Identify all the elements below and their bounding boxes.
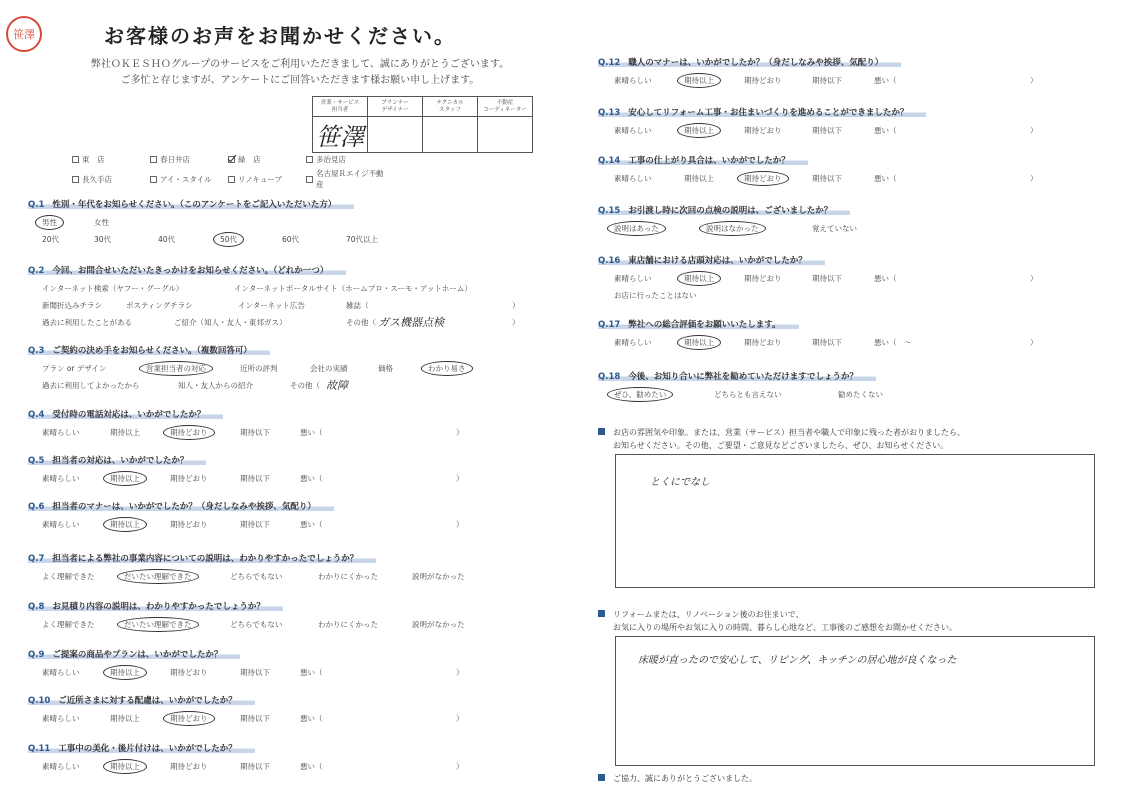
answer-option-selected[interactable]: 期待どおり xyxy=(737,171,789,186)
answer-option[interactable]: どちらでもない xyxy=(230,620,283,629)
answer-row xyxy=(598,125,1098,140)
question-text: ご提案の商品やプランは、いかがでしたか？ xyxy=(52,650,223,660)
store-option[interactable] xyxy=(228,154,306,165)
answer-option[interactable]: 覚えていない xyxy=(812,224,857,233)
question-block xyxy=(28,736,548,776)
store-label: 多治見店 xyxy=(316,155,346,164)
question-heading xyxy=(28,694,255,706)
comment-1-answer: とくにでなし xyxy=(650,477,710,488)
question-block xyxy=(28,192,548,249)
answer-option[interactable]: 期待どおり xyxy=(744,274,782,283)
store-option[interactable] xyxy=(72,168,150,190)
answer-option[interactable]: 期待どおり xyxy=(170,520,208,529)
handwritten-answer: ガス機器点検 xyxy=(378,316,444,329)
thanks-line xyxy=(598,772,757,785)
checkbox-icon[interactable] xyxy=(150,176,157,183)
answer-option-selected[interactable]: 男性 xyxy=(35,215,64,230)
store-label: アイ・スタイル xyxy=(160,174,212,184)
question-text: 弊社への総合評価をお願いいたします。 xyxy=(628,320,781,330)
question-heading xyxy=(28,454,206,466)
comment-2-box[interactable] xyxy=(615,636,1095,766)
answer-option[interactable]: 素晴らしい xyxy=(614,126,652,135)
question-number: Q.1 xyxy=(28,200,45,210)
answer-option[interactable]: 素晴らしい xyxy=(42,520,80,529)
question-number: Q.12 xyxy=(598,58,621,68)
question-number: Q.14 xyxy=(598,156,621,166)
comment-1-box[interactable] xyxy=(615,454,1095,588)
question-text: 今後、お知り合いに弊社を勧めていただけますでしょうか？ xyxy=(628,372,859,382)
answer-option[interactable]: 期待以上 xyxy=(110,714,140,723)
question-block xyxy=(598,50,1098,90)
answer-option[interactable]: 期待以下 xyxy=(812,174,842,183)
answer-option[interactable]: 期待以下 xyxy=(240,474,270,483)
question-number: Q.18 xyxy=(598,372,621,382)
answer-option-selected[interactable]: 説明はなかった xyxy=(699,221,766,236)
answer-option[interactable]: インターネット検索（ヤフー・グーグル） xyxy=(42,284,184,293)
comment-2-line: お気に入りの場所やお気に入りの時間、暮らし心地など、工事後のご感想をお聞かせください。 xyxy=(613,623,957,632)
staff-header: 営業・サービス 担当者 xyxy=(313,97,368,117)
answer-row xyxy=(28,363,548,378)
answer-option[interactable]: ） xyxy=(456,668,464,677)
question-heading xyxy=(28,264,346,276)
answer-row xyxy=(28,619,548,634)
answer-option[interactable]: 知人・友人からの紹介 xyxy=(178,381,253,390)
answer-option[interactable]: ） xyxy=(456,520,464,529)
answer-option[interactable]: 素晴らしい xyxy=(42,762,80,771)
answer-option-selected[interactable]: ぜひ、勧めたい xyxy=(607,387,673,402)
comment-2-answer: 床暖が直ったので安心して、リビング、キッチンの居心地が良くなった xyxy=(638,655,957,666)
answer-option[interactable]: 素晴らしい xyxy=(42,714,80,723)
question-text: 工事の仕上がり具合は、いかがでしたか？ xyxy=(628,156,790,166)
answer-option-selected[interactable]: 期待以上 xyxy=(103,759,147,774)
answer-row xyxy=(28,473,548,488)
answer-row xyxy=(28,667,548,682)
answer-option[interactable]: ） xyxy=(456,714,464,723)
answer-row xyxy=(598,173,1098,188)
question-block xyxy=(598,364,1098,404)
answer-option[interactable]: 説明がなかった xyxy=(412,620,465,629)
answer-option[interactable]: 期待どおり xyxy=(170,668,208,677)
question-number: Q.16 xyxy=(598,256,621,266)
question-number: Q.17 xyxy=(598,320,621,330)
answer-option[interactable]: 悪い（ xyxy=(874,274,897,283)
question-number: Q.3 xyxy=(28,346,45,356)
answer-option[interactable]: 期待以上 xyxy=(110,428,140,437)
question-text: 職人のマナーは、いかがでしたか？（身だしなみや挨拶、気配り） xyxy=(628,58,884,68)
checkbox-icon[interactable] xyxy=(228,176,235,183)
answer-option[interactable]: ご紹介（知人・友人・東邦ガス） xyxy=(174,318,287,327)
store-option[interactable] xyxy=(150,168,228,190)
comment-1-heading xyxy=(598,426,965,452)
page-title: お客様のお声をお聞かせください。 xyxy=(104,24,456,48)
checkbox-icon[interactable] xyxy=(150,156,157,163)
bullet-square-icon xyxy=(598,774,605,781)
question-block xyxy=(598,312,1098,352)
answer-option[interactable]: 会社の実績 xyxy=(310,364,348,373)
question-text: ご近所さまに対する配慮は、いかがでしたか？ xyxy=(58,696,237,706)
question-text: 担当者による弊社の事業内容についての説明は、わかりやすかったでしょうか？ xyxy=(52,554,359,564)
answer-row xyxy=(28,380,548,395)
answer-option[interactable]: ） xyxy=(1030,126,1038,135)
answer-row xyxy=(28,317,548,332)
answer-option[interactable]: 素晴らしい xyxy=(614,174,652,183)
answer-option-selected[interactable]: 営業担当者の対応 xyxy=(139,361,213,376)
comment-2-line xyxy=(598,608,957,621)
staff-value-technical[interactable] xyxy=(423,117,478,153)
answer-option[interactable]: 悪い（ xyxy=(300,714,323,723)
answer-option[interactable]: 期待以上 xyxy=(684,174,714,183)
answer-option[interactable]: プラン or デザイン xyxy=(42,364,107,373)
question-block xyxy=(28,402,548,442)
question-heading xyxy=(598,254,825,266)
question-text: ご契約の決め手をお知らせください。（複数回答可） xyxy=(52,346,252,356)
answer-option[interactable]: 悪い（ ～ xyxy=(874,338,912,347)
answer-option[interactable]: 悪い（ xyxy=(874,174,897,183)
answer-option[interactable]: わかりにくかった xyxy=(318,620,378,629)
answer-option[interactable]: インターネット広告 xyxy=(238,301,305,310)
comment-1-text: お店の雰囲気や印象。または、営業（サービス）担当者や職人で印象に残った者がおりましたら、 xyxy=(613,428,965,437)
question-block xyxy=(598,148,1098,188)
checkbox-icon[interactable] xyxy=(72,156,79,163)
staff-header: テクニカル スタッフ xyxy=(423,97,478,117)
comment-2-heading xyxy=(598,608,957,634)
question-number: Q.13 xyxy=(598,108,621,118)
answer-option[interactable]: 期待以下 xyxy=(812,126,842,135)
question-text: 今回、お問合せいただいたきっかけをお知らせください。（どれか一つ） xyxy=(52,266,329,276)
answer-option[interactable]: 素晴らしい xyxy=(614,76,652,85)
question-text: お引渡し時に次回の点検の説明は、ございましたか？ xyxy=(628,206,833,216)
store-label: 春日井店 xyxy=(160,155,190,164)
store-option[interactable] xyxy=(306,168,384,190)
question-text: 東店舗における店頭対応は、いかがでしたか？ xyxy=(628,256,807,266)
answer-option[interactable]: 期待以下 xyxy=(240,762,270,771)
answer-option-selected[interactable]: わかり易さ xyxy=(421,361,473,376)
question-heading xyxy=(28,408,223,420)
answer-option[interactable]: 素晴らしい xyxy=(42,668,80,677)
question-number: Q.2 xyxy=(28,266,45,276)
answer-option-selected[interactable]: 期待以上 xyxy=(677,123,721,138)
question-number: Q.11 xyxy=(28,744,51,754)
answer-row xyxy=(28,761,548,776)
answer-option[interactable]: 雑誌（ xyxy=(346,301,369,310)
comment-2-text: リフォームまたは、リノベーション後のお住まいで、 xyxy=(613,610,804,619)
question-block xyxy=(28,258,548,332)
bullet-square-icon xyxy=(598,610,605,617)
answer-option[interactable]: 新聞折込みチラシ xyxy=(42,301,102,310)
checkbox-icon[interactable] xyxy=(306,156,313,163)
question-heading xyxy=(28,742,255,754)
question-heading xyxy=(598,370,876,382)
handwritten-answer: 故障 xyxy=(326,379,348,392)
handwritten-name: 笹澤 xyxy=(316,123,364,151)
answer-option[interactable]: 悪い（ xyxy=(300,428,323,437)
answer-row xyxy=(28,283,548,298)
answer-option[interactable]: 期待以下 xyxy=(240,714,270,723)
answer-option[interactable]: 期待以下 xyxy=(812,338,842,347)
answer-option[interactable]: 価格 xyxy=(378,364,393,373)
question-text: 担当者の対応は、いかがでしたか？ xyxy=(52,456,189,466)
store-label: リノキューブ xyxy=(238,174,283,184)
answer-option[interactable]: 悪い（ xyxy=(300,520,323,529)
answer-option[interactable]: 悪い（ xyxy=(874,126,897,135)
question-heading xyxy=(598,106,926,118)
answer-option[interactable]: ） xyxy=(512,301,520,310)
question-heading xyxy=(598,56,901,68)
store-label: 緑 店 xyxy=(238,155,261,164)
answer-option[interactable]: どちらでもない xyxy=(230,572,283,581)
question-heading xyxy=(28,552,376,564)
answer-option[interactable]: 過去に利用してよかったから xyxy=(42,381,140,390)
checkbox-icon[interactable] xyxy=(72,176,79,183)
staff-value-realestate[interactable] xyxy=(478,117,533,153)
answer-option[interactable]: 期待どおり xyxy=(170,474,208,483)
answer-option[interactable]: 悪い（ xyxy=(300,474,323,483)
answer-option[interactable]: よく理解できた xyxy=(42,620,95,629)
answer-option-selected[interactable]: 期待どおり xyxy=(163,425,215,440)
answer-option[interactable]: 素晴らしい xyxy=(614,274,652,283)
intro-line: ご多忙と存じますが、アンケートにご回答いただきます様お願い申し上げます。 xyxy=(120,75,480,86)
question-block xyxy=(28,594,548,634)
answer-option[interactable]: 期待どおり xyxy=(170,762,208,771)
answer-option-selected[interactable]: だいたい理解できた xyxy=(117,569,199,584)
answer-option[interactable]: 近所の評判 xyxy=(240,364,278,373)
staff-table xyxy=(312,96,533,153)
answer-row xyxy=(28,234,548,249)
staff-value-sales[interactable] xyxy=(313,117,368,153)
store-option[interactable] xyxy=(306,154,384,165)
answer-option[interactable]: 素晴らしい xyxy=(42,428,80,437)
answer-option[interactable]: 40代 xyxy=(158,235,176,244)
answer-row xyxy=(598,389,1098,404)
store-label: 名古屋Ｒエイジ不動産 xyxy=(316,169,384,189)
answer-option-selected[interactable]: 50代 xyxy=(213,232,244,247)
answer-option[interactable]: 20代 xyxy=(42,235,60,244)
answer-option[interactable]: ） xyxy=(1030,338,1038,347)
question-number: Q.4 xyxy=(28,410,45,420)
question-text: 安心してリフォーム工事・お住まいづくりを進めることができましたか？ xyxy=(628,108,909,118)
answer-option[interactable]: 期待以下 xyxy=(812,274,842,283)
question-heading xyxy=(28,600,283,612)
store-checkboxes xyxy=(72,154,462,190)
store-label: 東 店 xyxy=(82,155,105,164)
answer-row xyxy=(28,427,548,442)
comment-1-line: お知らせください。その他、ご要望・ご意見などございましたら、ぜひ、お知らせください。 xyxy=(613,441,949,450)
answer-option[interactable]: ） xyxy=(456,474,464,483)
comment-1-line xyxy=(598,426,965,439)
question-block xyxy=(598,198,1098,238)
thanks-text: ご協力、誠にありがとうございました。 xyxy=(613,774,757,783)
question-block xyxy=(28,494,548,534)
store-option[interactable] xyxy=(72,154,150,165)
store-option[interactable] xyxy=(384,154,474,165)
answer-option[interactable]: その他（ xyxy=(346,318,376,327)
answer-option[interactable]: わかりにくかった xyxy=(318,572,378,581)
question-heading xyxy=(598,204,850,216)
answer-option-selected[interactable]: 期待以上 xyxy=(103,517,147,532)
question-number: Q.10 xyxy=(28,696,51,706)
bullet-square-icon xyxy=(598,428,605,435)
answer-option-selected[interactable]: 期待どおり xyxy=(163,711,215,726)
question-block xyxy=(598,100,1098,140)
answer-option[interactable]: 期待どおり xyxy=(744,76,782,85)
answer-row xyxy=(598,223,1098,238)
answer-option-selected[interactable]: だいたい理解できた xyxy=(117,617,199,632)
answer-option-selected[interactable]: 期待以上 xyxy=(103,471,147,486)
staff-header-row xyxy=(313,97,533,117)
answer-option[interactable]: ） xyxy=(1030,274,1038,283)
answer-option[interactable]: 期待どおり xyxy=(744,338,782,347)
answer-option-selected[interactable]: 期待以上 xyxy=(103,665,147,680)
answer-row xyxy=(598,273,1098,288)
answer-option[interactable]: 70代以上 xyxy=(346,235,379,244)
question-block xyxy=(28,688,548,728)
answer-option[interactable]: どちらとも言えない xyxy=(714,390,782,399)
store-option[interactable] xyxy=(150,154,228,165)
answer-option[interactable]: 悪い（ xyxy=(300,668,323,677)
answer-row xyxy=(28,519,548,534)
answer-option[interactable]: 悪い（ xyxy=(300,762,323,771)
answer-option[interactable]: 期待どおり xyxy=(744,126,782,135)
intro-line: 弊社ＯＫＥＳＨＯグループのサービスをご利用いただきまして、誠にありがとうございます。 xyxy=(90,59,510,70)
answer-option[interactable]: ） xyxy=(456,762,464,771)
answer-option[interactable]: 素晴らしい xyxy=(614,338,652,347)
question-number: Q.9 xyxy=(28,650,45,660)
question-number: Q.5 xyxy=(28,456,45,466)
answer-option[interactable]: 女性 xyxy=(94,218,109,227)
answer-option[interactable]: 期待以下 xyxy=(812,76,842,85)
answer-option[interactable]: ） xyxy=(1030,76,1038,85)
answer-option-selected[interactable]: 説明はあった xyxy=(607,221,666,236)
answer-option-selected[interactable]: 期待以上 xyxy=(677,335,721,350)
question-number: Q.8 xyxy=(28,602,45,612)
question-block xyxy=(28,546,548,586)
question-number: Q.6 xyxy=(28,502,45,512)
answer-option[interactable]: ） xyxy=(512,318,520,327)
answer-row xyxy=(598,337,1098,352)
answer-option[interactable]: 過去に利用したことがある xyxy=(42,318,132,327)
answer-row xyxy=(598,290,1098,305)
answer-option[interactable]: 30代 xyxy=(94,235,112,244)
store-label: 長久手店 xyxy=(82,174,112,184)
question-number: Q.7 xyxy=(28,554,45,564)
question-text: 工事中の美化・後片付けは、いかがでしたか？ xyxy=(58,744,237,754)
answer-option-selected[interactable]: 期待以上 xyxy=(677,73,721,88)
answer-option[interactable]: インターネットポータルサイト（ホームプロ・スーモ・アットホーム） xyxy=(234,284,472,293)
question-text: 受付時の電話対応は、いかがでしたか？ xyxy=(52,410,206,420)
question-heading xyxy=(28,344,270,356)
store-option[interactable] xyxy=(228,168,306,190)
staff-value-planner[interactable] xyxy=(368,117,423,153)
answer-row xyxy=(598,75,1098,90)
question-text: お見積り内容の説明は、わかりやすかったでしょうか？ xyxy=(52,602,265,612)
answer-option[interactable]: 期待以下 xyxy=(240,520,270,529)
answer-option[interactable]: 60代 xyxy=(282,235,300,244)
answer-row xyxy=(28,713,548,728)
answer-option-selected[interactable]: 期待以上 xyxy=(677,271,721,286)
answer-option[interactable]: ポスティングチラシ xyxy=(126,301,193,310)
answer-option[interactable]: 勧めたくない xyxy=(838,390,883,399)
answer-option[interactable]: お店に行ったことはない xyxy=(614,291,697,300)
answer-option[interactable]: ） xyxy=(456,428,464,437)
question-heading xyxy=(598,318,799,330)
question-block xyxy=(598,248,1098,305)
question-number: Q.15 xyxy=(598,206,621,216)
staff-header: プランナー デザイナー xyxy=(368,97,423,117)
checkbox-checked-icon[interactable] xyxy=(228,156,235,163)
staff-header: 不動産 コーディネーター xyxy=(478,97,533,117)
question-block xyxy=(28,338,548,395)
answer-option[interactable]: 素晴らしい xyxy=(42,474,80,483)
checkbox-icon[interactable] xyxy=(306,176,313,183)
answer-option[interactable]: その他（ xyxy=(290,381,320,390)
answer-row xyxy=(28,571,548,586)
answer-option[interactable]: ） xyxy=(1030,174,1038,183)
answer-option[interactable]: 説明がなかった xyxy=(412,572,465,581)
staff-value-row xyxy=(313,117,533,153)
intro-text xyxy=(50,57,550,89)
answer-option[interactable]: 悪い（ xyxy=(874,76,897,85)
question-text: 性別・年代をお知らせください。（このアンケートをご記入いただいた方） xyxy=(52,200,337,210)
answer-option[interactable]: 期待以下 xyxy=(240,668,270,677)
question-block xyxy=(28,448,548,488)
question-heading xyxy=(28,648,240,660)
question-text: 担当者のマナーは、いかがでしたか？（身だしなみや挨拶、気配り） xyxy=(52,502,316,512)
answer-option[interactable]: よく理解できた xyxy=(42,572,95,581)
question-heading xyxy=(598,154,808,166)
answer-row xyxy=(28,300,548,315)
seal-stamp: 笹澤 xyxy=(6,16,42,52)
answer-row xyxy=(28,217,548,232)
question-heading xyxy=(28,500,334,512)
answer-option[interactable]: 期待以下 xyxy=(240,428,270,437)
question-block xyxy=(28,642,548,682)
question-heading xyxy=(28,198,354,210)
